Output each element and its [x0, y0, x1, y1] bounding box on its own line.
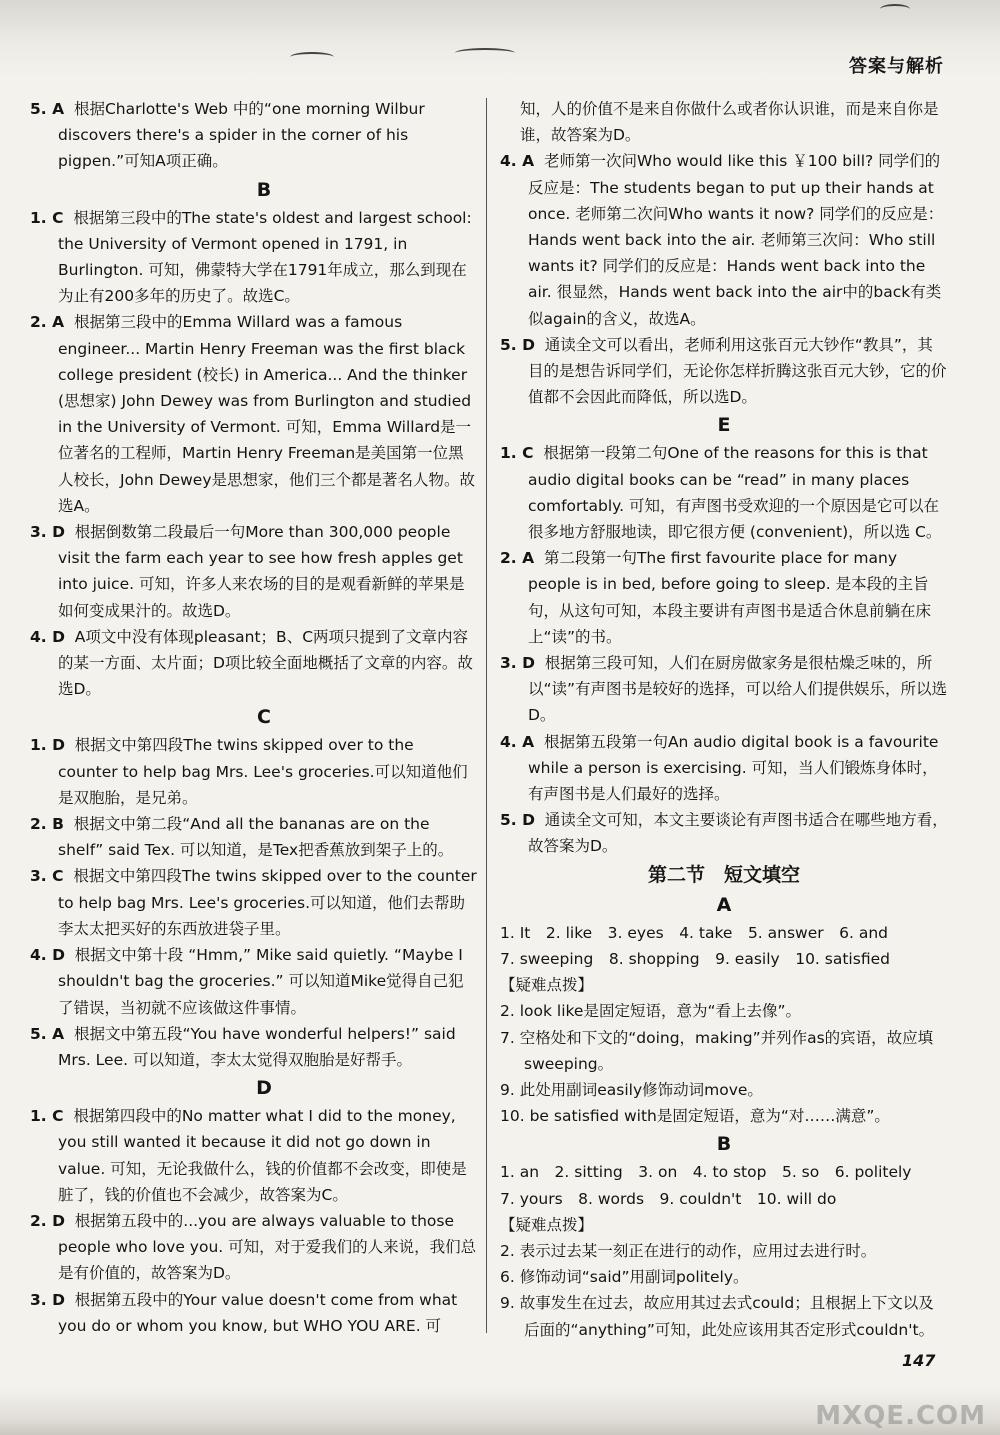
bird-icon [880, 4, 910, 14]
answer-explanation: 根据第五段中的...you are always valuable to those people who love you. 可知，对于爱我们的人来说，我们总是有价值的，故答案为D。 [58, 1211, 477, 1283]
answer-explanation: 根据文中第四段The twins skipped over to the counter to help bag Mrs. Lee's groceries.可以知道，他们去帮助李太太把买好的东西放进袋子里。 [58, 867, 477, 938]
answer-line: 【疑难点拨】 [500, 976, 594, 995]
column-divider [486, 98, 487, 1333]
answer-explanation: 根据文中第四段The twins skipped over to the counter to help bag Mrs. Lee's groceries.可以知道他们是双胞胎，是兄弟。 [58, 736, 468, 807]
answer-number: 1. C [30, 1107, 64, 1126]
answer-item [30, 519, 478, 624]
answer-explanation: 通读全文可以看出，老师利用这张百元大钞作“教具”，其目的是想告诉同学们，无论你怎样折腾这张百元大钞，它的价值都不会因此而降低，所以选D。 [528, 335, 947, 407]
answer-item [500, 729, 948, 808]
answer-explanation: 根据第一段第二句One of the reasons for this is that audio digital books can be “read” in many places comfortably. 可知，有声图书受欢迎的一个原因是它可以在很多地方舒服地读，即它很方便 (convenient)，所以选 C。 [528, 444, 942, 542]
section-heading: B [256, 178, 272, 201]
answer-number: 3. D [500, 654, 535, 673]
answer-item [30, 1208, 478, 1287]
answer-item [30, 863, 478, 942]
answer-explanation: 根据第四段中的No matter what I did to the money, you still wanted it because it did not go down in value. 可知，无论我做什么，钱的价值都不会改变，即使是脏了，钱的价值也不会减少，故答案为C。 [58, 1107, 467, 1204]
answer-item [30, 96, 478, 175]
page-header-band [0, 0, 1000, 78]
section-heading: 第二节 短文填空 [647, 863, 800, 886]
answer-line: 1. It 2. like 3. eyes 4. take 5. answer 6. and [500, 923, 889, 942]
answer-item [30, 1287, 478, 1339]
answer-explanation: 老师第一次问Who would like this ￥100 bill? 同学们的反应是：The students began to put up their hands at once. 老师第二次问Who wants it now? 同学们的反应是：Hands went back into the air. 老师第三次问：Who still wants it? 同学们的反应是：Hands went back into the air. 很显然，Hands went back into the air中的back有类似again的含义，故选A。 [528, 152, 944, 328]
answer-number: 3. C [30, 867, 64, 886]
answer-explanation: A项文中没有体现pleasant；B、C两项只提到了文章内容的某一方面、太片面；D项比较全面地概括了文章的内容。故选D。 [58, 627, 473, 699]
note-line: 7. 空格处和下文的“doing，making”并列作as的宾语，故应填sweeping。 [500, 1028, 934, 1073]
answer-explanation: 根据第三段可知，人们在厨房做家务是很枯燥乏味的，所以“读”有声图书是较好的选择，可以给人们提供娱乐，所以选 D。 [528, 654, 948, 725]
bird-icon [455, 48, 515, 58]
note-line: 6. 修饰动词“said”用副词politely。 [500, 1268, 749, 1287]
answer-explanation: 根据文中第二段“And all the bananas are on the shelf” said Tex. 可以知道，是Tex把香蕉放到架子上的。 [58, 815, 454, 860]
note-line: 9. 故事发生在过去，故应用其过去式could；且根据上下文以及后面的“anything”可知，此处应该用其否定形式couldn't。 [500, 1294, 935, 1339]
page-number: 147 [902, 1351, 936, 1370]
answer-item [500, 650, 948, 729]
answer-number: 4. D [30, 946, 65, 965]
answer-number: 5. D [500, 335, 535, 354]
watermark: MXQE.COM [815, 1401, 986, 1431]
answer-explanation: 根据第三段中的The state's oldest and largest school: the University of Vermont opened in 1791, in Burlington. 可知，佛蒙特大学在1791年成立，那么到现在为止有200多年的历史了。故选C。 [58, 208, 472, 306]
answer-item [30, 811, 478, 863]
bird-icon [290, 52, 334, 62]
answer-item [500, 807, 948, 859]
left-column [30, 96, 478, 1339]
continued-text: 知，人的价值不是来自你做什么或者你认识谁，而是来自你是谁，故答案为D。 [520, 100, 939, 145]
answer-item [30, 624, 478, 703]
answer-number: 4. A [500, 152, 535, 171]
answer-explanation: 根据Charlotte's Web 中的“one morning Wilbur discovers there's a spider in the corner of his pigpen.”可知A项正确。 [58, 100, 425, 171]
section-title: 答案与解析 [849, 56, 944, 77]
answer-number: 3. D [30, 1290, 65, 1309]
answer-number: 5. A [30, 1024, 65, 1043]
answer-number: 2. A [30, 313, 65, 332]
answer-number: 1. D [30, 736, 65, 755]
answer-explanation: 根据第三段中的Emma Willard was a famous engineer... Martin Henry Freeman was the first black college president (校长) in America... And the thinker (思想家) John Dewey was from Burlington and studied in the University of Vermont. 可知，Emma Willard是一位著名的工程师，Martin Henry Freeman是美国第一位黑人校长，John Dewey是思想家，他们三个都是著名人物。故选A。 [58, 313, 475, 515]
answer-number: 1. C [500, 444, 534, 463]
note-line: 2. look like是固定短语，意为“看上去像”。 [500, 1002, 802, 1021]
answer-line: 7. yours 8. words 9. couldn't 10. will do [500, 1189, 837, 1208]
answer-number: 3. D [30, 523, 65, 542]
answer-explanation: 通读全文可知，本文主要谈论有声图书适合在哪些地方看，故答案为D。 [528, 811, 948, 856]
section-heading: B [716, 1133, 732, 1156]
section-heading: E [717, 414, 731, 437]
note-line: 2. 表示过去某一刻正在进行的动作，应用过去进行时。 [500, 1241, 877, 1260]
answer-item [30, 1021, 478, 1073]
answer-explanation: 根据文中第十段 “Hmm,” Mike said quietly. “Maybe I shouldn't bag the groceries.” 可以知道Mike觉得自己犯了错误，当初就不应该做这件事情。 [58, 946, 464, 1017]
answer-item [30, 1103, 478, 1208]
answer-number: 2. A [500, 549, 535, 568]
answer-explanation: 根据倒数第二段最后一句More than 300,000 people visit the farm each year to see how fresh apples get into juice. 可知，许多人来农场的目的是观看新鲜的苹果是如何变成果汁的。故选D。 [58, 523, 465, 620]
answer-number: 4. A [500, 732, 535, 751]
answer-explanation: 根据文中第五段“You have wonderful helpers!” said Mrs. Lee. 可以知道，李太太觉得双胞胎是好帮手。 [58, 1024, 456, 1069]
answer-number: 5. A [30, 100, 65, 118]
note-line: 10. be satisfied with是固定短语，意为“对……满意”。 [500, 1107, 890, 1126]
answer-item [30, 309, 478, 519]
answer-explanation: 根据第五段第一句An audio digital book is a favourite while a person is exercising. 可知，当人们锻炼身体时，有声图书是人们最好的选择。 [528, 732, 939, 804]
answer-item [500, 148, 948, 331]
answer-number: 2. D [30, 1211, 65, 1230]
answer-item [30, 205, 478, 310]
answer-number: 2. B [30, 815, 64, 834]
answer-line: 【疑难点拨】 [500, 1215, 594, 1234]
answer-number: 5. D [500, 811, 535, 830]
answer-item [30, 732, 478, 811]
answer-number: 1. C [30, 208, 64, 227]
answer-explanation: 第二段第一句The first favourite place for many people is in bed, before going to sleep. 是本段的主旨句，从这句可知，本段主要讲有声图书是适合休息前躺在床上“读”的书。 [528, 549, 932, 646]
right-column [500, 96, 948, 1343]
section-heading: C [257, 706, 271, 729]
answer-item [500, 440, 948, 545]
answer-item [30, 942, 478, 1021]
answer-number: 4. D [30, 627, 65, 646]
answer-item [500, 332, 948, 411]
answer-line: 1. an 2. sitting 3. on 4. to stop 5. so 6. politely [500, 1163, 912, 1182]
note-line: 9. 此处用副词easily修饰动词move。 [500, 1080, 763, 1099]
answer-item [500, 545, 948, 650]
answer-line: 7. sweeping 8. shopping 9. easily 10. satisfied [500, 949, 890, 968]
section-heading: A [716, 893, 732, 916]
answer-explanation: 根据第五段中的Your value doesn't come from what you do or whom you know, but WHO YOU ARE. 可 [58, 1290, 458, 1335]
section-heading: D [256, 1077, 272, 1100]
